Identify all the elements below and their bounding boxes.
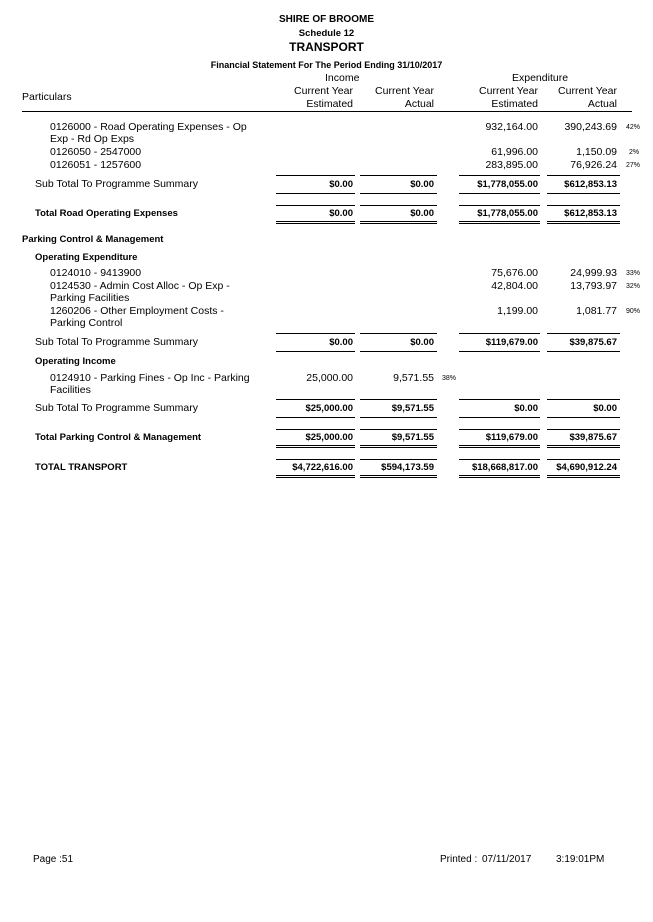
parking-opinc-subtotal-inc-actual: $9,571.55 [391, 403, 434, 414]
rule [547, 175, 620, 176]
department-title: TRANSPORT [289, 40, 364, 54]
road-row-1-name-line1: 0126000 - Road Operating Expenses - Op [50, 121, 247, 133]
rule [360, 175, 437, 176]
statement-title: Financial Statement For The Period Ending 31/10/2017 [210, 60, 443, 70]
road-row-1-percent: 42% [626, 124, 641, 131]
expenditure-group-header: Expenditure [512, 72, 569, 84]
road-row-3-exp-estimated: 283,895.00 [485, 159, 538, 171]
printed-label: Printed : [440, 854, 478, 865]
road-total-inc-actual: $0.00 [410, 208, 434, 219]
parking-opinc-subtotal-label: Sub Total To Programme Summary [35, 402, 199, 414]
parking-opex-row-1-name: 0124010 - 9413900 [50, 267, 142, 279]
parking-opinc-subtotal-exp-actual: $0.00 [593, 403, 617, 414]
road-subtotal-inc-estimated: $0.00 [329, 179, 353, 190]
road-row-2-percent: 2% [629, 149, 640, 156]
parking-section-title: Parking Control & Management [22, 234, 164, 245]
parking-total-inc-actual: $9,571.55 [391, 432, 434, 443]
parking-opex-row-3-exp-actual: 1,081.77 [576, 305, 617, 317]
rule [459, 205, 540, 206]
header-rule [22, 111, 632, 112]
rule [547, 459, 620, 460]
parking-opex-title: Operating Expenditure [35, 252, 138, 263]
grand-total-label: TOTAL TRANSPORT [35, 462, 128, 473]
rule [360, 351, 437, 352]
road-row-1-exp-estimated: 932,164.00 [485, 121, 538, 133]
expenditure-estimated-header-line2: Estimated [491, 98, 538, 110]
parking-total-exp-estimated: $119,679.00 [485, 432, 538, 443]
rule [459, 399, 540, 400]
road-subtotal-exp-estimated: $1,778,055.00 [477, 179, 538, 190]
parking-opex-row-3-exp-estimated: 1,199.00 [497, 305, 538, 317]
parking-opex-subtotal-exp-actual: $39,875.67 [569, 337, 617, 348]
road-row-2-exp-estimated: 61,996.00 [491, 146, 538, 158]
rule [360, 333, 437, 334]
road-subtotal-exp-actual: $612,853.13 [564, 179, 617, 190]
rule [360, 417, 437, 418]
rule [360, 459, 437, 460]
parking-opinc-row-1-name-line2: Facilities [50, 384, 91, 396]
rule [360, 399, 437, 400]
road-row-3-percent: 27% [626, 162, 641, 169]
parking-opex-row-2-exp-estimated: 42,804.00 [491, 280, 538, 292]
parking-opex-row-1-percent: 33% [626, 270, 641, 277]
rule [276, 333, 355, 334]
rule [459, 193, 540, 194]
road-total-label: Total Road Operating Expenses [35, 208, 178, 219]
road-total-exp-estimated: $1,778,055.00 [477, 208, 538, 219]
double-rule [360, 475, 437, 478]
page-number: Page :51 [33, 854, 74, 865]
particulars-header: Particulars [22, 91, 72, 103]
printed-date: 07/11/2017 [482, 854, 532, 865]
rule [459, 333, 540, 334]
rule [276, 459, 355, 460]
road-subtotal-inc-actual: $0.00 [410, 179, 434, 190]
parking-total-exp-actual: $39,875.67 [569, 432, 617, 443]
parking-total-inc-estimated: $25,000.00 [305, 432, 353, 443]
income-group-header: Income [325, 72, 360, 84]
parking-opex-subtotal-inc-actual: $0.00 [410, 337, 434, 348]
double-rule [276, 475, 355, 478]
double-rule [547, 445, 620, 448]
rule [459, 459, 540, 460]
road-row-2-name: 0126050 - 2547000 [50, 146, 142, 158]
road-row-3-exp-actual: 76,926.24 [570, 159, 617, 171]
rule [459, 351, 540, 352]
rule [459, 429, 540, 430]
rule [547, 333, 620, 334]
rule [276, 193, 355, 194]
road-total-exp-actual: $612,853.13 [564, 208, 617, 219]
double-rule [547, 221, 620, 224]
parking-opex-row-3-name-line1: 1260206 - Other Employment Costs - [50, 305, 224, 317]
schedule-number: Schedule 12 [298, 28, 355, 39]
rule [547, 193, 620, 194]
rule [459, 417, 540, 418]
expenditure-actual-header-line1: Current Year [558, 85, 617, 97]
organisation-name: SHIRE OF BROOME [278, 14, 374, 25]
rule [360, 193, 437, 194]
double-rule [547, 475, 620, 478]
rule [459, 175, 540, 176]
rule [276, 399, 355, 400]
rule [547, 399, 620, 400]
parking-opinc-row-1-inc-estimated: 25,000.00 [306, 372, 353, 384]
parking-opinc-title: Operating Income [35, 356, 116, 367]
parking-opex-row-2-percent: 32% [626, 283, 641, 290]
grand-total-inc-actual: $594,173.59 [381, 462, 434, 473]
expenditure-estimated-header-line1: Current Year [479, 85, 538, 97]
double-rule [276, 221, 355, 224]
road-row-1-exp-actual: 390,243.69 [564, 121, 617, 133]
road-subtotal-label: Sub Total To Programme Summary [35, 178, 199, 190]
rule [547, 351, 620, 352]
parking-opinc-subtotal-inc-estimated: $25,000.00 [305, 403, 353, 414]
double-rule [360, 221, 437, 224]
income-estimated-header-line1: Current Year [294, 85, 353, 97]
parking-opex-row-1-exp-estimated: 75,676.00 [491, 267, 538, 279]
parking-opex-row-3-percent: 90% [626, 308, 641, 315]
rule [547, 417, 620, 418]
double-rule [459, 221, 540, 224]
rule [276, 205, 355, 206]
double-rule [276, 445, 355, 448]
expenditure-actual-header-line2: Actual [587, 98, 617, 110]
road-row-2-exp-actual: 1,150.09 [576, 146, 617, 158]
parking-opex-subtotal-inc-estimated: $0.00 [329, 337, 353, 348]
rule [360, 429, 437, 430]
parking-opex-row-2-name-line1: 0124530 - Admin Cost Alloc - Op Exp - [50, 280, 230, 292]
parking-opex-row-2-name-line2: Parking Facilities [50, 292, 130, 304]
rule [276, 429, 355, 430]
parking-opex-row-1-exp-actual: 24,999.93 [570, 267, 617, 279]
income-actual-header-line1: Current Year [375, 85, 434, 97]
rule [547, 429, 620, 430]
double-rule [459, 445, 540, 448]
parking-opinc-subtotal-exp-estimated: $0.00 [514, 403, 538, 414]
parking-opinc-row-1-name-line1: 0124910 - Parking Fines - Op Inc - Parking [50, 372, 250, 384]
parking-opex-subtotal-label: Sub Total To Programme Summary [35, 336, 199, 348]
double-rule [360, 445, 437, 448]
rule [276, 351, 355, 352]
parking-total-label: Total Parking Control & Management [35, 432, 202, 443]
rule [276, 417, 355, 418]
rule [276, 175, 355, 176]
printed-time: 3:19:01PM [556, 854, 605, 865]
rule [547, 205, 620, 206]
grand-total-exp-estimated: $18,668,817.00 [471, 462, 538, 473]
income-actual-header-line2: Actual [404, 98, 434, 110]
grand-total-inc-estimated: $4,722,616.00 [292, 462, 353, 473]
parking-opex-row-3-name-line2: Parking Control [50, 317, 123, 329]
road-row-3-name: 0126051 - 1257600 [50, 159, 142, 171]
parking-opex-row-2-exp-actual: 13,793.97 [570, 280, 617, 292]
double-rule [459, 475, 540, 478]
parking-opex-subtotal-exp-estimated: $119,679.00 [485, 337, 538, 348]
grand-total-exp-actual: $4,690,912.24 [556, 462, 617, 473]
parking-opinc-row-1-inc-actual: 9,571.55 [393, 372, 434, 384]
road-row-1-name-line2: Exp - Rd Op Exps [50, 133, 135, 145]
income-estimated-header-line2: Estimated [306, 98, 353, 110]
parking-opinc-row-1-percent: 38% [442, 375, 457, 382]
road-total-inc-estimated: $0.00 [329, 208, 353, 219]
rule [360, 205, 437, 206]
